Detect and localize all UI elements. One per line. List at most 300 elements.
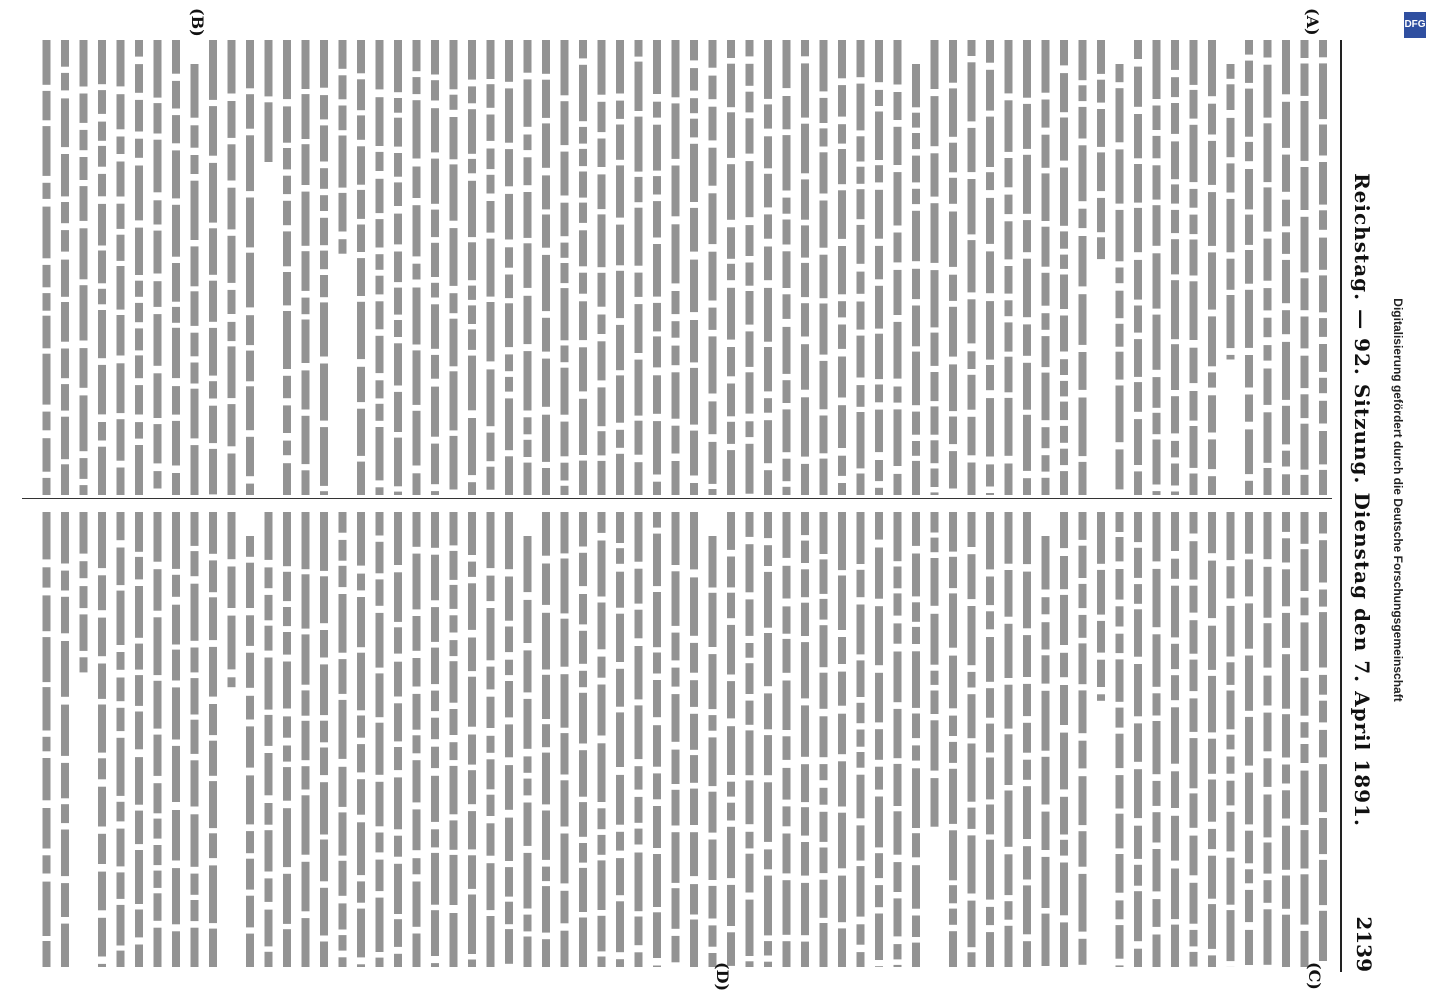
text-line-segment: [172, 868, 180, 924]
text-line-segment: [857, 302, 865, 330]
text-line-segment: [1116, 659, 1124, 701]
text-line-segment: [431, 159, 439, 204]
text-line-segment: [450, 709, 458, 735]
text-line-segment: [783, 806, 791, 826]
text-line-segment: [1005, 512, 1013, 564]
text-line-segment: [579, 918, 587, 968]
text-line-segment: [1227, 781, 1235, 806]
text-line-segment: [690, 208, 698, 252]
text-line-segment: [246, 437, 254, 476]
text-line-segment: [1116, 149, 1124, 203]
text-line-segment: [1208, 252, 1216, 309]
text-line-segment: [246, 775, 254, 824]
text-line-segment: [616, 375, 624, 422]
text-line-segment: [320, 195, 328, 211]
text-line-segment: [1301, 549, 1309, 591]
text-line-segment: [561, 834, 569, 884]
text-line-segment: [1153, 721, 1161, 774]
text-line-segment: [98, 422, 106, 441]
text-line-segment: [505, 303, 513, 347]
text-line-segment: [450, 371, 458, 430]
text-line-segment: [1097, 621, 1105, 653]
text-line-segment: [172, 263, 180, 302]
text-line-segment: [117, 235, 125, 261]
text-line-segment: [413, 100, 421, 158]
text-line-segment: [1153, 812, 1161, 842]
text-line-segment: [505, 40, 513, 82]
text-line-segment: [117, 363, 125, 413]
text-line-segment: [117, 94, 125, 129]
text-line-segment: [487, 84, 495, 108]
text-line-segment: [949, 451, 957, 488]
text-line-segment: [875, 40, 883, 82]
text-line-segment: [283, 572, 291, 601]
text-line-segment: [561, 733, 569, 774]
text-line-segment: [1208, 141, 1216, 185]
text-line-segment: [191, 512, 199, 546]
text-line-segment: [357, 462, 365, 495]
text-line-segment: [98, 872, 106, 911]
text-line-segment: [1282, 538, 1290, 562]
text-line-segment: [413, 616, 421, 651]
text-line-segment: [912, 865, 920, 909]
text-line-segment: [246, 351, 254, 382]
text-line-segment: [413, 167, 421, 199]
text-line-segment: [1116, 814, 1124, 849]
left-column-text-lines: [22, 40, 1332, 500]
text-line-segment: [801, 225, 809, 257]
text-line-segment: [117, 137, 125, 155]
text-line-segment: [579, 149, 587, 166]
text-line-segment: [912, 64, 920, 107]
text-line-segment: [1245, 869, 1253, 883]
text-line-segment: [357, 964, 365, 967]
text-line-segment: [875, 548, 883, 599]
text-line-segment: [1060, 922, 1068, 967]
text-line-segment: [61, 571, 69, 591]
text-line-segment: [1060, 73, 1068, 112]
text-line-segment: [1171, 344, 1179, 390]
text-line-segment: [191, 333, 199, 357]
text-line-segment: [376, 404, 384, 421]
text-line-segment: [635, 705, 643, 759]
text-line-segment: [1264, 123, 1272, 182]
text-line-segment: [838, 246, 846, 294]
text-line-segment: [283, 874, 291, 924]
text-line-segment: [1042, 135, 1050, 168]
text-line-segment: [542, 811, 550, 860]
text-line-segment: [283, 929, 291, 967]
text-line-segment: [1042, 373, 1050, 421]
text-line-segment: [1134, 164, 1142, 203]
text-line-segment: [191, 814, 199, 867]
text-line-segment: [709, 925, 717, 946]
text-line-segment: [968, 40, 976, 56]
text-line-segment: [339, 193, 347, 232]
text-line-segment: [228, 677, 236, 687]
text-line-segment: [727, 593, 735, 619]
text-line-segment: [1264, 713, 1272, 752]
text-line-segment: [1301, 722, 1309, 738]
text-line-segment: [1319, 318, 1327, 337]
text-line-segment: [1282, 260, 1290, 303]
text-line-segment: [635, 646, 643, 699]
text-line-segment: [1319, 512, 1327, 534]
text-line-segment: [505, 724, 513, 757]
text-line-segment: [746, 663, 754, 694]
text-line-segment: [783, 409, 791, 452]
text-line-segment: [172, 650, 180, 681]
text-line-segment: [117, 548, 125, 586]
text-line-segment: [524, 650, 532, 692]
text-line-segment: [376, 782, 384, 827]
text-line-segment: [1208, 439, 1216, 469]
text-line-segment: [98, 618, 106, 657]
text-line-segment: [542, 255, 550, 311]
text-line-segment: [320, 125, 328, 161]
text-line-segment: [912, 554, 920, 597]
text-line-segment: [912, 512, 920, 546]
text-line-segment: [1042, 757, 1050, 805]
text-line-segment: [1190, 952, 1198, 967]
text-line-segment: [579, 127, 587, 144]
text-line-segment: [431, 108, 439, 152]
text-line-segment: [135, 139, 143, 158]
text-line-segment: [1208, 40, 1216, 96]
text-line-segment: [376, 833, 384, 853]
text-line-segment: [820, 361, 828, 409]
text-line-segment: [154, 569, 162, 611]
text-line-segment: [357, 40, 365, 73]
text-line-segment: [283, 231, 291, 266]
text-line-segment: [542, 886, 550, 933]
text-line-segment: [450, 640, 458, 656]
text-line-segment: [542, 175, 550, 209]
text-line-segment: [616, 614, 624, 662]
text-line-segment: [1079, 145, 1087, 201]
text-line-segment: [505, 275, 513, 299]
text-line-segment: [1282, 613, 1290, 648]
text-line-segment: [80, 458, 88, 479]
text-line-segment: [875, 410, 883, 453]
text-line-segment: [413, 882, 421, 927]
text-line-segment: [986, 805, 994, 835]
text-line-segment: [1134, 419, 1142, 465]
text-line-segment: [505, 902, 513, 925]
text-line-segment: [727, 450, 735, 495]
text-line-segment: [98, 289, 106, 305]
text-line-segment: [524, 40, 532, 73]
text-line-segment: [154, 373, 162, 418]
text-line-segment: [912, 833, 920, 857]
text-line-segment: [1023, 846, 1031, 879]
text-line-segment: [320, 840, 328, 882]
text-line-segment: [542, 512, 550, 556]
text-line-segment: [246, 536, 254, 557]
text-line-segment: [931, 671, 939, 685]
text-line-segment: [579, 553, 587, 586]
text-line-segment: [376, 179, 384, 213]
text-line-segment: [376, 276, 384, 295]
text-line-segment: [135, 228, 143, 275]
text-line-segment: [1134, 891, 1142, 941]
text-line-segment: [949, 88, 957, 136]
text-line-segment: [154, 512, 162, 562]
text-line-segment: [172, 687, 180, 739]
text-line-segment: [1208, 676, 1216, 733]
text-line-segment: [339, 700, 347, 759]
text-line-segment: [949, 909, 957, 925]
text-line-segment: [487, 201, 495, 233]
text-line-segment: [468, 40, 476, 80]
text-line-segment: [1190, 883, 1198, 924]
text-line-segment: [561, 780, 569, 826]
text-line-segment: [1060, 595, 1068, 645]
text-line-segment: [376, 301, 384, 329]
text-line-segment: [1116, 925, 1124, 959]
text-line-segment: [302, 251, 310, 291]
text-line-segment: [246, 563, 254, 608]
text-line-segment: [135, 586, 143, 638]
text-line-segment: [1060, 471, 1068, 495]
text-line-segment: [1116, 634, 1124, 653]
text-line-segment: [875, 797, 883, 848]
text-line-segment: [1301, 64, 1309, 96]
text-line-segment: [98, 575, 106, 610]
text-line-segment: [320, 218, 328, 245]
text-line-segment: [431, 691, 439, 712]
text-line-segment: [1245, 512, 1253, 554]
text-line-segment: [894, 709, 902, 758]
text-line-segment: [376, 219, 384, 247]
text-line-segment: [1023, 786, 1031, 839]
text-line-segment: [283, 106, 291, 142]
text-line-segment: [1171, 675, 1179, 700]
text-line-segment: [487, 149, 495, 170]
text-line-segment: [986, 172, 994, 190]
text-line-segment: [487, 302, 495, 361]
text-line-segment: [154, 928, 162, 967]
text-line-segment: [875, 460, 883, 481]
text-line-segment: [1005, 791, 1013, 847]
text-line-segment: [1042, 336, 1050, 367]
text-line-segment: [487, 863, 495, 910]
text-line-segment: [117, 738, 125, 796]
text-line-segment: [524, 600, 532, 643]
text-line-segment: [283, 201, 291, 225]
text-line-segment: [986, 907, 994, 925]
text-line-segment: [246, 40, 254, 88]
text-line-segment: [265, 753, 273, 795]
text-line-segment: [1190, 620, 1198, 654]
text-line-segment: [209, 833, 217, 858]
text-line-segment: [357, 822, 365, 875]
text-line-segment: [1042, 622, 1050, 649]
text-line-segment: [487, 433, 495, 462]
text-line-segment: [1060, 255, 1068, 269]
text-line-segment: [505, 247, 513, 267]
text-line-segment: [931, 333, 939, 366]
text-line-segment: [1245, 290, 1253, 348]
text-line-segment: [1060, 275, 1068, 310]
text-line-segment: [709, 148, 717, 186]
text-line-segment: [1171, 816, 1179, 861]
text-line-segment: [764, 849, 772, 869]
text-line-segment: [376, 512, 384, 536]
text-line-segment: [487, 736, 495, 753]
text-line-segment: [320, 748, 328, 776]
text-line-segment: [172, 421, 180, 466]
text-line-segment: [1319, 540, 1327, 582]
text-line-segment: [1116, 606, 1124, 626]
text-line-segment: [1134, 664, 1142, 716]
text-line-segment: [450, 766, 458, 814]
text-line-segment: [80, 130, 88, 150]
text-line-segment: [801, 764, 809, 802]
text-line-segment: [61, 349, 69, 379]
text-line-segment: [135, 757, 143, 805]
text-line-segment: [672, 346, 680, 366]
text-line-segment: [1079, 584, 1087, 608]
text-line-segment: [80, 186, 88, 221]
text-line-segment: [764, 962, 772, 967]
text-line-segment: [690, 755, 698, 783]
text-line-segment: [117, 905, 125, 946]
text-line-segment: [1023, 220, 1031, 252]
text-line-segment: [1282, 200, 1290, 227]
text-line-segment: [912, 627, 920, 644]
text-line-segment: [931, 270, 939, 327]
text-line-segment: [376, 427, 384, 480]
text-line-segment: [1208, 104, 1216, 135]
text-line-segment: [746, 372, 754, 413]
text-line-segment: [487, 239, 495, 297]
text-line-segment: [117, 204, 125, 229]
text-line-segment: [764, 876, 772, 936]
text-line-segment: [949, 931, 957, 967]
text-line-segment: [598, 387, 606, 426]
text-line-segment: [339, 903, 347, 929]
text-line-segment: [1245, 142, 1253, 161]
text-line-segment: [1134, 826, 1142, 859]
text-line-segment: [1171, 869, 1179, 920]
text-line-segment: [635, 421, 643, 455]
text-line-segment: [986, 117, 994, 167]
text-line-segment: [61, 302, 69, 342]
text-line-segment: [1097, 152, 1105, 191]
text-line-segment: [450, 512, 458, 545]
text-line-segment: [764, 512, 772, 538]
text-line-segment: [579, 631, 587, 664]
text-line-segment: [61, 40, 69, 67]
text-line-segment: [1190, 125, 1198, 182]
text-line-segment: [320, 95, 328, 119]
text-line-segment: [1171, 586, 1179, 638]
text-line-segment: [117, 315, 125, 356]
text-line-segment: [857, 866, 865, 917]
text-line-segment: [912, 602, 920, 622]
text-line-segment: [1005, 926, 1013, 967]
text-line-segment: [635, 952, 643, 967]
text-line-segment: [1282, 915, 1290, 967]
text-line-segment: [1116, 965, 1124, 967]
text-line-segment: [1171, 239, 1179, 274]
text-line-segment: [635, 40, 643, 57]
text-line-segment: [468, 286, 476, 300]
text-line-segment: [431, 80, 439, 100]
text-line-segment: [838, 813, 846, 869]
text-line-segment: [450, 615, 458, 632]
text-line-segment: [450, 40, 458, 89]
text-line-segment: [912, 441, 920, 456]
text-line-segment: [986, 365, 994, 390]
text-line-segment: [1005, 221, 1013, 259]
text-line-segment: [616, 125, 624, 160]
text-line-segment: [598, 341, 606, 380]
text-line-segment: [135, 945, 143, 968]
text-line-segment: [154, 314, 162, 366]
text-line-segment: [302, 512, 310, 569]
text-line-segment: [931, 778, 939, 827]
text-line-segment: [561, 422, 569, 457]
text-line-segment: [1042, 655, 1050, 683]
text-line-segment: [1171, 492, 1179, 496]
text-line-segment: [487, 115, 495, 141]
text-line-segment: [949, 716, 957, 736]
text-line-segment: [986, 251, 994, 293]
text-line-segment: [968, 808, 976, 829]
text-line-segment: [413, 40, 421, 71]
text-line-segment: [487, 608, 495, 660]
text-line-segment: [820, 559, 828, 594]
text-line-segment: [1208, 955, 1216, 967]
text-line-segment: [1227, 163, 1235, 192]
text-line-segment: [191, 928, 199, 967]
text-line-segment: [1301, 424, 1309, 470]
text-line-segment: [746, 263, 754, 286]
text-line-segment: [542, 415, 550, 462]
text-line-segment: [894, 965, 902, 967]
text-line-segment: [98, 365, 106, 415]
text-line-segment: [320, 168, 328, 189]
text-line-segment: [653, 653, 661, 674]
text-line-segment: [875, 334, 883, 379]
text-line-segment: [1153, 315, 1161, 370]
text-line-segment: [468, 181, 476, 237]
text-line-segment: [1153, 106, 1161, 131]
text-line-segment: [283, 662, 291, 709]
text-line-segment: [949, 830, 957, 880]
text-line-segment: [653, 125, 661, 171]
text-line-segment: [968, 606, 976, 665]
text-line-segment: [1282, 765, 1290, 784]
margin-letter-c: (C): [1305, 962, 1324, 990]
text-line-segment: [505, 867, 513, 897]
text-line-segment: [1301, 40, 1309, 58]
text-line-segment: [561, 674, 569, 728]
text-line-segment: [1190, 215, 1198, 235]
text-line-segment: [968, 351, 976, 369]
text-line-segment: [98, 146, 106, 167]
text-line-segment: [228, 144, 236, 180]
text-line-segment: [709, 308, 717, 330]
text-line-segment: [413, 288, 421, 345]
text-line-segment: [1079, 615, 1087, 638]
text-line-segment: [154, 140, 162, 193]
text-line-segment: [431, 747, 439, 768]
text-line-segment: [635, 360, 643, 416]
text-line-segment: [838, 190, 846, 239]
